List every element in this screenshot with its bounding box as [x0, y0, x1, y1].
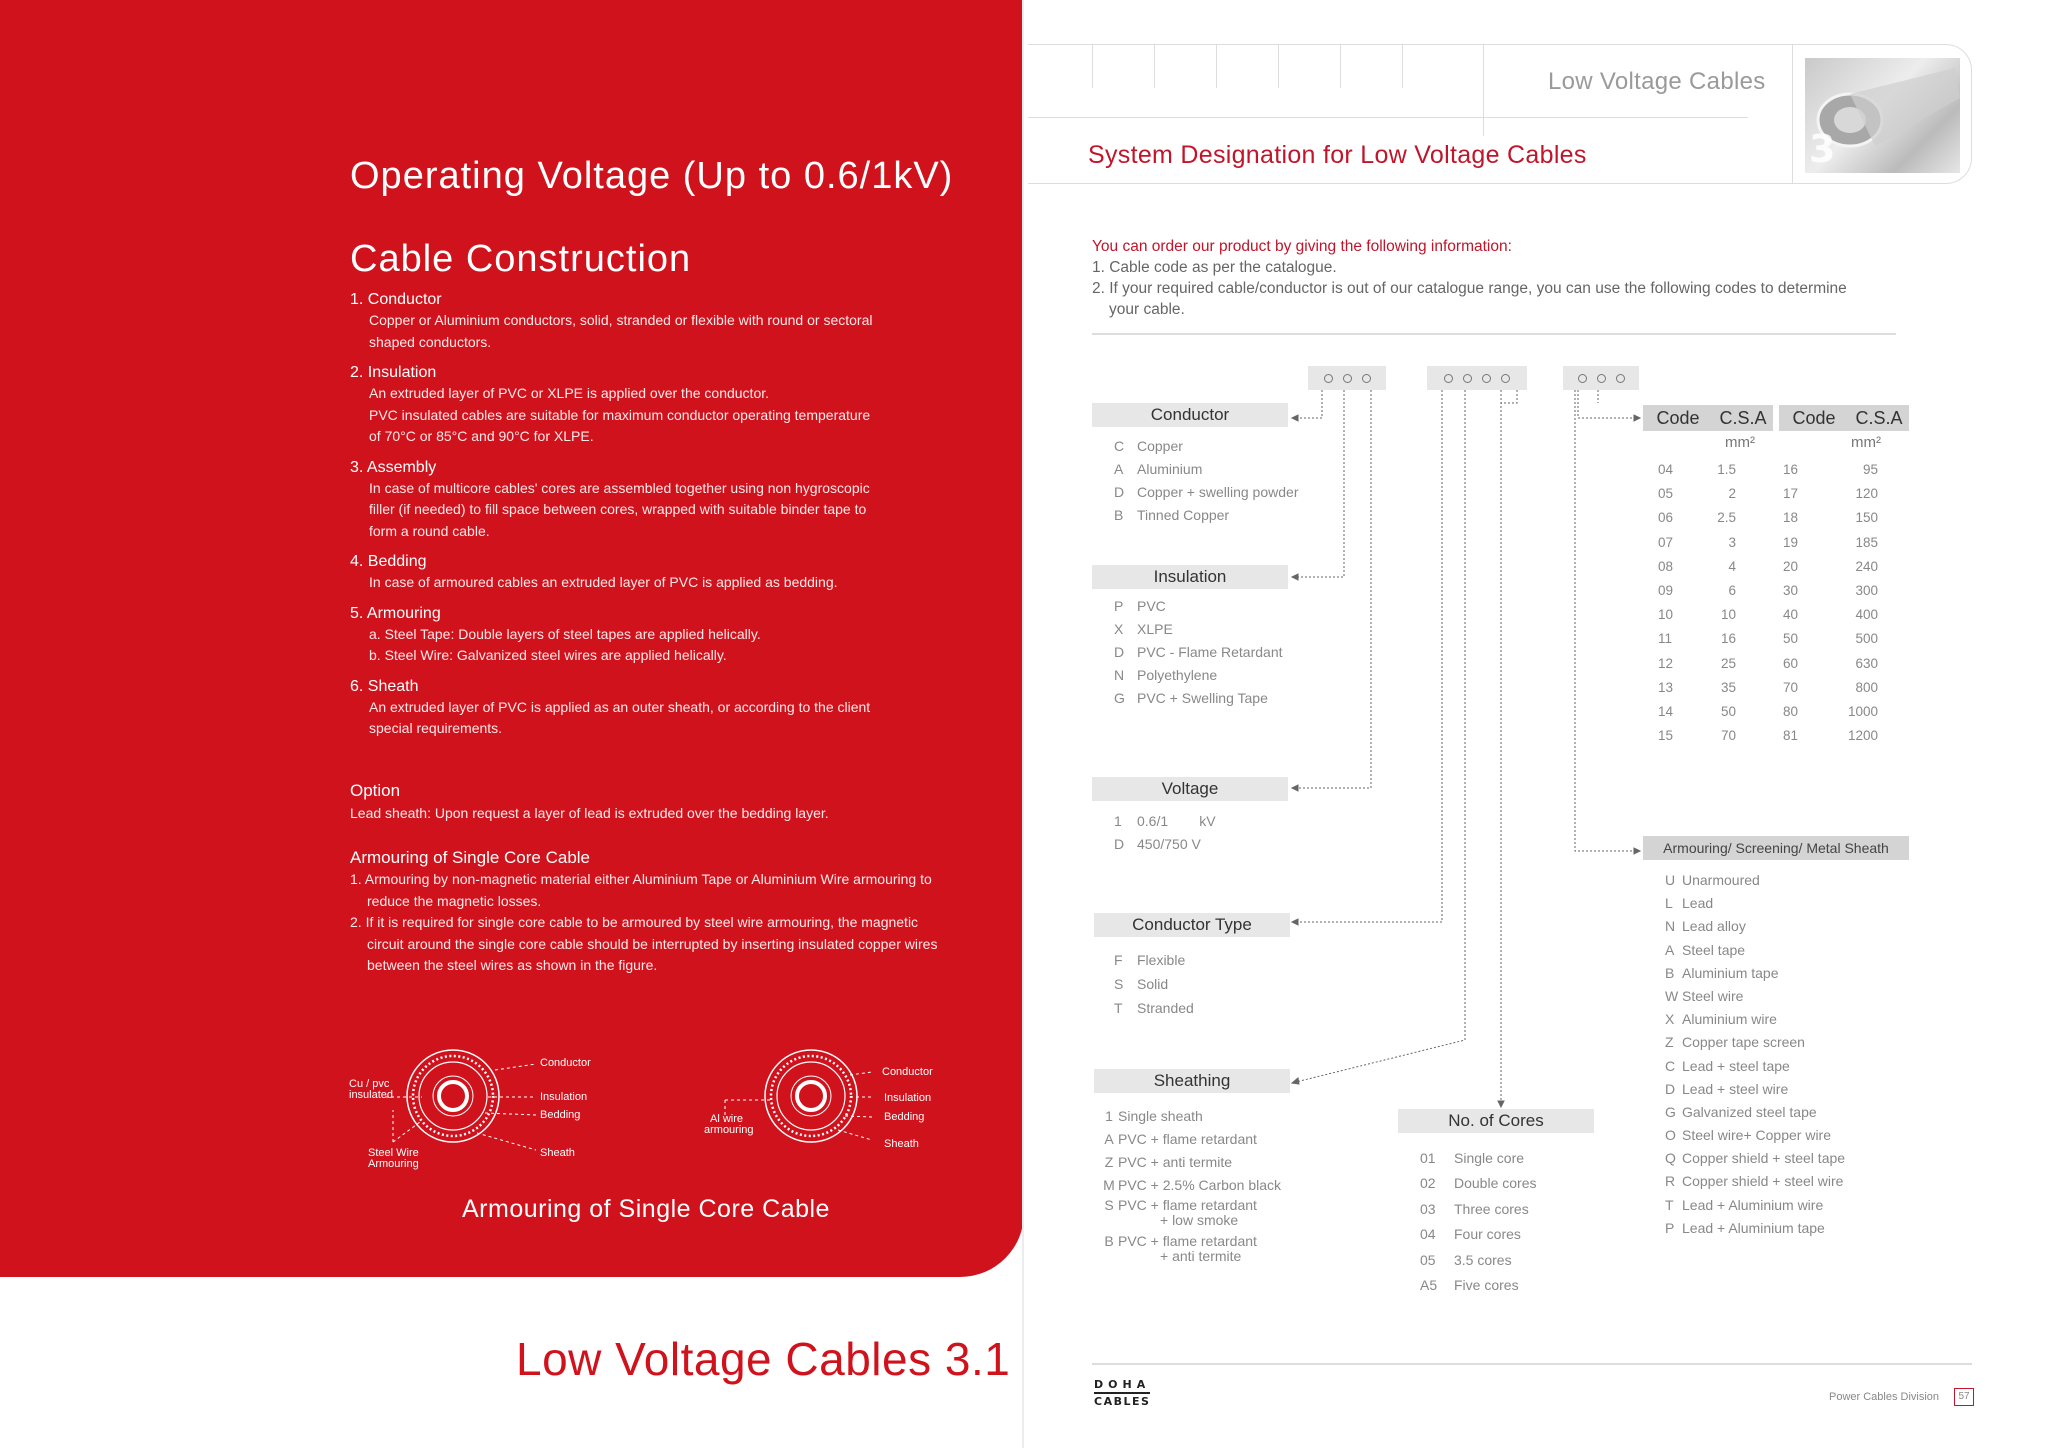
table-row — [1658, 458, 1878, 482]
sheathing-heading: Sheathing — [1094, 1069, 1290, 1093]
armouring-item-2: 2. If it is required for single core cable to be armoured by steel wire armouring, the magnetic circuit around the single core cable should be interrupted by inserting insulated copper wires between the steel wires as shown in the figure. — [350, 914, 938, 973]
list-item: G Galvanized steel tape — [1665, 1103, 1817, 1120]
fig-left-cu-label: Cu / pvc — [349, 1078, 390, 1090]
fig-left-cu-label-2: insulated — [349, 1089, 394, 1101]
table-cell: 95 — [1862, 462, 1878, 477]
table-cell: 11 — [1658, 631, 1673, 647]
table-cell: 185 — [1855, 534, 1878, 550]
table-row — [1658, 506, 1878, 530]
table-row — [1658, 579, 1878, 603]
list-item: A PVC + flame retardant — [1104, 1131, 1257, 1147]
table-row — [1658, 676, 1878, 700]
list-item: P Lead + Aluminium tape — [1665, 1219, 1825, 1236]
table-cell: 630 — [1855, 655, 1878, 671]
fig-left-bedding-label: Bedding — [540, 1109, 581, 1121]
table-cell: 17 — [1782, 486, 1798, 502]
table-cell: 6 — [1728, 582, 1736, 598]
list-item: D PVC - Flame Retardant — [1114, 644, 1283, 660]
list-item: P PVC — [1114, 598, 1166, 614]
csa-table — [1658, 458, 1878, 748]
table-cell: 1200 — [1847, 728, 1878, 744]
table-row — [1658, 724, 1878, 748]
table-cell: 25 — [1720, 655, 1736, 671]
list-item: B PVC + flame retardant — [1104, 1233, 1257, 1249]
page-bottom-title: Low Voltage Cables 3.1 — [516, 1333, 1011, 1385]
armouring-screening-list — [1665, 869, 1845, 1240]
table-cell: 60 — [1782, 655, 1798, 671]
table-cell: 06 — [1658, 510, 1674, 526]
footer-division-text: Power Cables Division — [1829, 1391, 1940, 1403]
table-cell: 400 — [1855, 607, 1878, 623]
csa-col-csa: C.S.A — [1719, 408, 1767, 428]
table-cell: 16 — [1720, 631, 1736, 647]
fig-left-sheath-label: Sheath — [540, 1147, 575, 1159]
conductor-type-heading: Conductor Type — [1094, 913, 1290, 937]
fig-right-conductor-label: Conductor — [882, 1066, 933, 1078]
table-row — [1658, 603, 1878, 627]
csa-unit-1: mm² — [1725, 434, 1755, 451]
list-item: T Lead + Aluminium wire — [1665, 1196, 1824, 1213]
table-cell: 15 — [1658, 728, 1674, 744]
list-item: D 450/750 V — [1114, 836, 1201, 852]
list-item: T Stranded — [1114, 1000, 1194, 1016]
csa-unit-2: mm² — [1851, 434, 1881, 451]
no-of-cores-list — [1420, 1146, 1537, 1298]
list-item: L Lead — [1665, 895, 1714, 912]
list-item: A5 Five cores — [1420, 1276, 1519, 1293]
list-item: U Unarmoured — [1665, 872, 1760, 888]
list-item: S PVC + flame retardant — [1104, 1197, 1257, 1213]
table-cell: 10 — [1658, 607, 1674, 623]
list-item: 03 Three cores — [1420, 1200, 1529, 1217]
table-cell: 30 — [1782, 582, 1798, 598]
table-row — [1658, 482, 1878, 506]
table-row — [1658, 555, 1878, 579]
figure-caption: Armouring of Single Core Cable — [462, 1195, 830, 1223]
csa-table-header — [1643, 405, 1909, 431]
table-cell: 70 — [1782, 679, 1798, 695]
table-cell: 70 — [1720, 728, 1736, 744]
footer-rule — [1092, 1363, 1972, 1365]
table-row — [1658, 531, 1878, 555]
section-armouring: 5. Armouring a. Steel Tape: Double layers of steel tapes are applied helically. b. Steel Wire: Galvanized steel wires are applied helically. — [350, 604, 761, 663]
list-item: 01 Single core — [1420, 1150, 1525, 1166]
table-cell: 10 — [1720, 607, 1736, 623]
list-item: X Aluminium wire — [1665, 1011, 1777, 1028]
table-cell: 240 — [1855, 558, 1878, 574]
list-item: C Lead + steel tape — [1665, 1057, 1790, 1074]
csa-col-code-2: Code — [1792, 408, 1836, 428]
table-cell: 12 — [1658, 655, 1674, 671]
list-item: W Steel wire — [1665, 987, 1744, 1004]
table-cell: 19 — [1782, 534, 1798, 550]
table-cell: 14 — [1658, 703, 1674, 719]
list-item: 05 3.5 cores — [1420, 1251, 1512, 1268]
page-number: 57 — [1954, 1388, 1974, 1406]
table-cell: 20 — [1782, 558, 1798, 574]
section-assembly: 3. Assembly In case of multicore cables' cores are assembled together using non hygroscopic filler (if needed) to fill space between cores, wrapped with suitable binder tape to form a round cable. — [350, 458, 870, 539]
list-item: 1 0.6/1 kV — [1114, 813, 1216, 829]
table-cell: 800 — [1855, 679, 1878, 695]
option-block: Option Lead sheath: Upon request a layer of lead is extruded over the bedding layer. — [350, 781, 829, 821]
list-item: + anti termite — [1160, 1248, 1242, 1264]
table-cell: 500 — [1855, 631, 1878, 647]
list-item: X XLPE — [1114, 621, 1173, 637]
table-cell: 2.5 — [1717, 510, 1736, 526]
fig-right-insulation-label: Insulation — [884, 1092, 932, 1104]
armouring-item-1: 1. Armouring by non-magnetic material either Aluminium Tape or Aluminium Wire armouring to reduce the magnetic losses. — [350, 871, 932, 909]
page-title: System Designation for Low Voltage Cables — [1088, 141, 1587, 169]
order-instructions: You can order our product by giving the following information: 1. Cable code as per the catalogue. 2. If your required cable/conductor is out of our catalogue range, you can use the following codes to determine your cable. — [1092, 238, 1847, 318]
list-item: D Copper + swelling powder — [1114, 484, 1299, 500]
list-item: 02 Double cores — [1420, 1175, 1537, 1192]
operating-voltage-title: Operating Voltage (Up to 0.6/1kV) — [350, 155, 954, 197]
table-cell: 04 — [1658, 462, 1674, 477]
table-cell: 120 — [1855, 486, 1878, 502]
list-item: O Steel wire+ Copper wire — [1665, 1127, 1832, 1144]
table-cell: 150 — [1855, 510, 1878, 526]
table-cell: 50 — [1720, 703, 1736, 719]
list-item: D Lead + steel wire — [1665, 1080, 1789, 1097]
table-cell: 35 — [1720, 679, 1736, 695]
conductor-list — [1114, 435, 1298, 527]
table-row — [1658, 700, 1878, 724]
table-cell: 13 — [1658, 679, 1674, 695]
table-cell: 08 — [1658, 558, 1674, 574]
list-item: G PVC + Swelling Tape — [1114, 690, 1268, 706]
insulation-list — [1114, 595, 1283, 710]
list-item: M PVC + 2.5% Carbon black — [1103, 1177, 1282, 1193]
voltage-list — [1114, 810, 1216, 856]
table-cell: 07 — [1658, 534, 1674, 550]
table-cell: 80 — [1782, 703, 1798, 719]
section-insulation: 2. Insulation An extruded layer of PVC or XLPE is applied over the conductor. PVC insulated cables are suitable for maximum conductor operating temperature of 70°C or 85°C and 90°C for XLPE. — [350, 364, 871, 444]
csa-col-code: Code — [1656, 408, 1700, 428]
section-bedding: 4. Bedding In case of armoured cables an extruded layer of PVC is applied as bedding. — [350, 553, 838, 590]
table-cell: 50 — [1782, 631, 1798, 647]
list-item: R Copper shield + steel wire — [1665, 1173, 1844, 1190]
table-cell: 3 — [1728, 534, 1736, 550]
table-cell: 2 — [1728, 486, 1736, 502]
list-item: 1 Single sheath — [1105, 1108, 1203, 1124]
armouring-single-core-block: Armouring of Single Core Cable 1. Armouring by non-magnetic material either Aluminium Tape or Aluminium Wire armouring to reduce the magnetic losses. 2. If it is required for single core cable to be armoured by steel wire armouring, the magnetic circuit around the single core cable should be interrupted by inserting insulated copper wires between the steel wires as shown in the figure. — [350, 847, 950, 977]
section-sheath: 6. Sheath An extruded layer of PVC is applied as an outer sheath, or according to the client special requirements. — [350, 677, 871, 736]
table-cell: 1000 — [1847, 703, 1878, 719]
doha-cables-logo: DOHA CABLES — [1094, 1378, 1151, 1408]
list-item: Z PVC + anti termite — [1104, 1154, 1232, 1170]
table-cell: 09 — [1658, 582, 1674, 598]
fig-left-conductor-label: Conductor — [540, 1057, 591, 1069]
armouring-screening-heading: Armouring/ Screening/ Metal Sheath — [1643, 836, 1909, 860]
table-cell: 18 — [1782, 510, 1798, 526]
table-cell: 16 — [1782, 462, 1798, 477]
cable-construction-title: Cable Construction — [350, 238, 692, 280]
list-item: + low smoke — [1160, 1212, 1239, 1228]
fig-right-sheath-label: Sheath — [884, 1138, 919, 1150]
sheathing-list — [1100, 1105, 1281, 1267]
conductor-type-list — [1114, 948, 1194, 1020]
list-item: 04 Four cores — [1420, 1226, 1521, 1243]
table-cell: 4 — [1728, 558, 1736, 574]
list-item: Q Copper shield + steel tape — [1665, 1150, 1846, 1167]
table-cell: 300 — [1855, 582, 1878, 598]
list-item: C Copper — [1114, 438, 1183, 454]
fig-right-al-label: Al wire — [710, 1113, 744, 1125]
csa-col-csa-2: C.S.A — [1855, 408, 1903, 428]
table-cell: 1.5 — [1717, 462, 1736, 477]
list-item: A Steel tape — [1665, 941, 1746, 958]
conductor-heading: Conductor — [1092, 403, 1288, 427]
insulation-heading: Insulation — [1092, 565, 1288, 589]
chapter-number: 3 — [1809, 127, 1836, 171]
list-item: F Flexible — [1114, 952, 1186, 968]
table-cell: 40 — [1782, 607, 1798, 623]
list-item: B Tinned Copper — [1114, 507, 1230, 523]
table-cell: 81 — [1782, 728, 1798, 744]
fig-right-bedding-label: Bedding — [884, 1111, 925, 1123]
voltage-heading: Voltage — [1092, 777, 1288, 801]
fig-left-steel-label: Steel Wire — [368, 1147, 419, 1159]
list-item: S Solid — [1114, 976, 1169, 992]
table-row — [1658, 627, 1878, 651]
list-item: A Aluminium — [1114, 461, 1203, 477]
table-cell: 05 — [1658, 486, 1674, 502]
list-item: N Polyethylene — [1114, 667, 1218, 683]
table-row — [1658, 652, 1878, 676]
fig-left-steel-label-2: Armouring — [368, 1158, 419, 1170]
list-item: Z Copper tape screen — [1665, 1034, 1805, 1051]
fig-right-al-label-2: armouring — [704, 1124, 754, 1136]
fig-left-insulation-label: Insulation — [540, 1091, 588, 1103]
section-conductor: 1. Conductor Copper or Aluminium conductors, solid, stranded or flexible with round or sectoral shaped conductors. — [350, 291, 873, 350]
list-item: N Lead alloy — [1665, 918, 1746, 935]
header-section-label: Low Voltage Cables — [1548, 68, 1766, 95]
list-item: B Aluminium tape — [1665, 964, 1779, 981]
no-of-cores-heading: No. of Cores — [1398, 1109, 1594, 1133]
